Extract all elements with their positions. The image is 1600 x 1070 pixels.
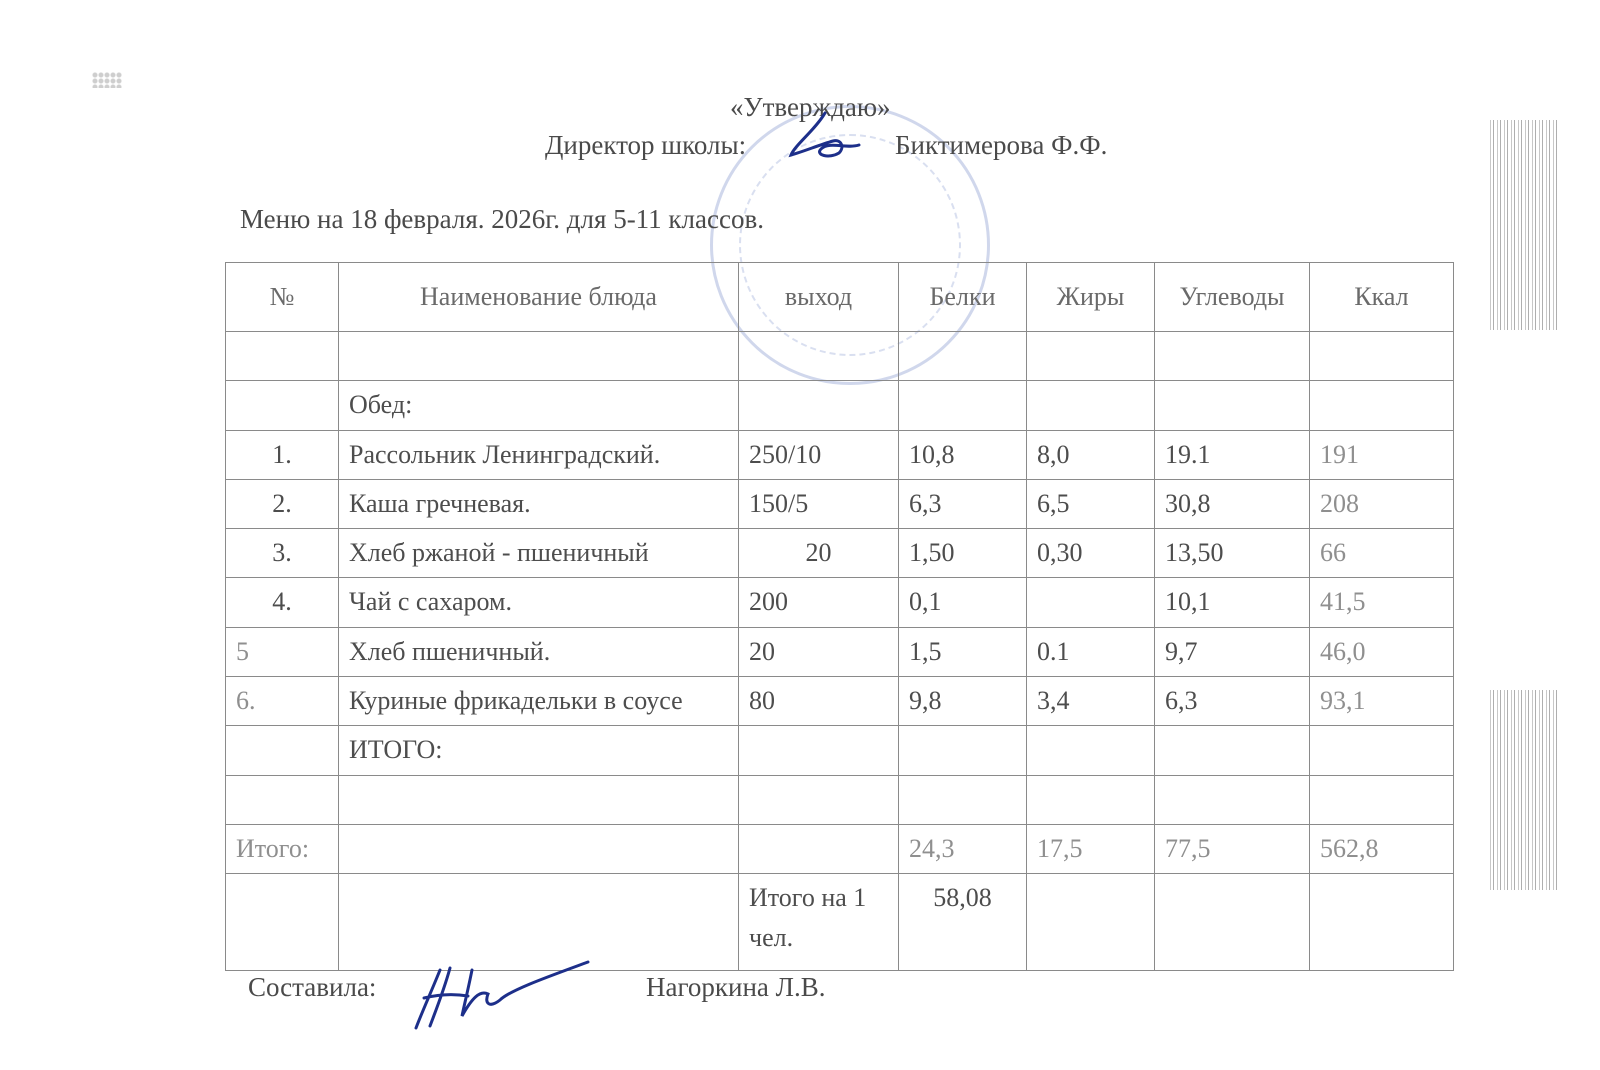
dish-carbs: 10,1 xyxy=(1155,578,1310,627)
dish-carbs: 30,8 xyxy=(1155,479,1310,528)
table-header-row xyxy=(226,263,1454,332)
table-row xyxy=(226,677,1454,726)
dish-name: Каша гречневая. xyxy=(339,479,739,528)
column-header: Жиры xyxy=(1027,263,1155,332)
dish-protein: 0,1 xyxy=(899,578,1027,627)
itogo-section-label: ИТОГО: xyxy=(339,726,739,775)
dish-output: 80 xyxy=(739,677,899,726)
column-header: Ккал xyxy=(1310,263,1454,332)
dish-kcal: 208 xyxy=(1310,479,1454,528)
dish-protein: 9,8 xyxy=(899,677,1027,726)
dish-output: 200 xyxy=(739,578,899,627)
dish-kcal: 93,1 xyxy=(1310,677,1454,726)
table-row xyxy=(226,726,1454,775)
dish-protein: 1,5 xyxy=(899,627,1027,676)
table-row xyxy=(226,430,1454,479)
table-row xyxy=(226,578,1454,627)
dish-carbs: 19.1 xyxy=(1155,430,1310,479)
dish-fat xyxy=(1027,578,1155,627)
dish-fat: 0.1 xyxy=(1027,627,1155,676)
dish-output: 150/5 xyxy=(739,479,899,528)
scan-artifact xyxy=(1490,120,1560,330)
table-row xyxy=(226,627,1454,676)
composed-label: Составила: xyxy=(248,972,377,1002)
dish-carbs: 13,50 xyxy=(1155,529,1310,578)
table-row xyxy=(226,479,1454,528)
row-number: 2. xyxy=(226,479,339,528)
dish-output: 20 xyxy=(739,627,899,676)
total-protein: 24,3 xyxy=(899,824,1027,873)
column-header: Углеводы xyxy=(1155,263,1310,332)
row-number: 1. xyxy=(226,430,339,479)
composed-name: Нагоркина Л.В. xyxy=(646,972,826,1002)
total-label: Итого: xyxy=(226,824,339,873)
scan-artifact xyxy=(92,72,122,88)
menu-title: Меню на 18 февраля. 2026г. для 5-11 классов. xyxy=(240,204,764,234)
table-row xyxy=(226,775,1454,824)
dish-kcal: 46,0 xyxy=(1310,627,1454,676)
table-row xyxy=(226,332,1454,381)
menu-table xyxy=(225,262,1454,971)
dish-kcal: 41,5 xyxy=(1310,578,1454,627)
approve-heading: «Утверждаю» xyxy=(730,92,891,122)
per-person-value: 58,08 xyxy=(899,873,1027,970)
dish-protein: 6,3 xyxy=(899,479,1027,528)
dish-kcal: 66 xyxy=(1310,529,1454,578)
director-line xyxy=(545,130,1107,161)
dish-name: Рассольник Ленинградский. xyxy=(339,430,739,479)
total-kcal: 562,8 xyxy=(1310,824,1454,873)
dish-protein: 10,8 xyxy=(899,430,1027,479)
row-number: 5 xyxy=(226,627,339,676)
dish-fat: 0,30 xyxy=(1027,529,1155,578)
dish-carbs: 9,7 xyxy=(1155,627,1310,676)
dish-output: 250/10 xyxy=(739,430,899,479)
dish-kcal: 191 xyxy=(1310,430,1454,479)
row-number: 3. xyxy=(226,529,339,578)
total-carbs: 77,5 xyxy=(1155,824,1310,873)
dish-fat: 3,4 xyxy=(1027,677,1155,726)
dish-output: 20 xyxy=(739,529,899,578)
per-person-label: Итого на 1 чел. xyxy=(739,873,899,970)
total-fat: 17,5 xyxy=(1027,824,1155,873)
column-header: Наименование блюда xyxy=(339,263,739,332)
column-header: Белки xyxy=(899,263,1027,332)
dish-fat: 6,5 xyxy=(1027,479,1155,528)
director-name: Биктимерова Ф.Ф. xyxy=(895,130,1108,160)
dish-carbs: 6,3 xyxy=(1155,677,1310,726)
per-person-row xyxy=(226,873,1454,970)
column-header: № xyxy=(226,263,339,332)
total-row xyxy=(226,824,1454,873)
table-row xyxy=(226,381,1454,430)
dish-protein: 1,50 xyxy=(899,529,1027,578)
dish-name: Хлеб ржаной - пшеничный xyxy=(339,529,739,578)
table-row xyxy=(226,529,1454,578)
director-label: Директор школы: xyxy=(545,130,747,160)
row-number: 6. xyxy=(226,677,339,726)
dish-name: Чай с сахаром. xyxy=(339,578,739,627)
composed-line xyxy=(248,972,825,1003)
dish-fat: 8,0 xyxy=(1027,430,1155,479)
row-number: 4. xyxy=(226,578,339,627)
section-label: Обед: xyxy=(339,381,739,430)
dish-name: Куриные фрикадельки в соусе xyxy=(339,677,739,726)
column-header: выход xyxy=(739,263,899,332)
scan-artifact xyxy=(1490,690,1560,890)
dish-name: Хлеб пшеничный. xyxy=(339,627,739,676)
